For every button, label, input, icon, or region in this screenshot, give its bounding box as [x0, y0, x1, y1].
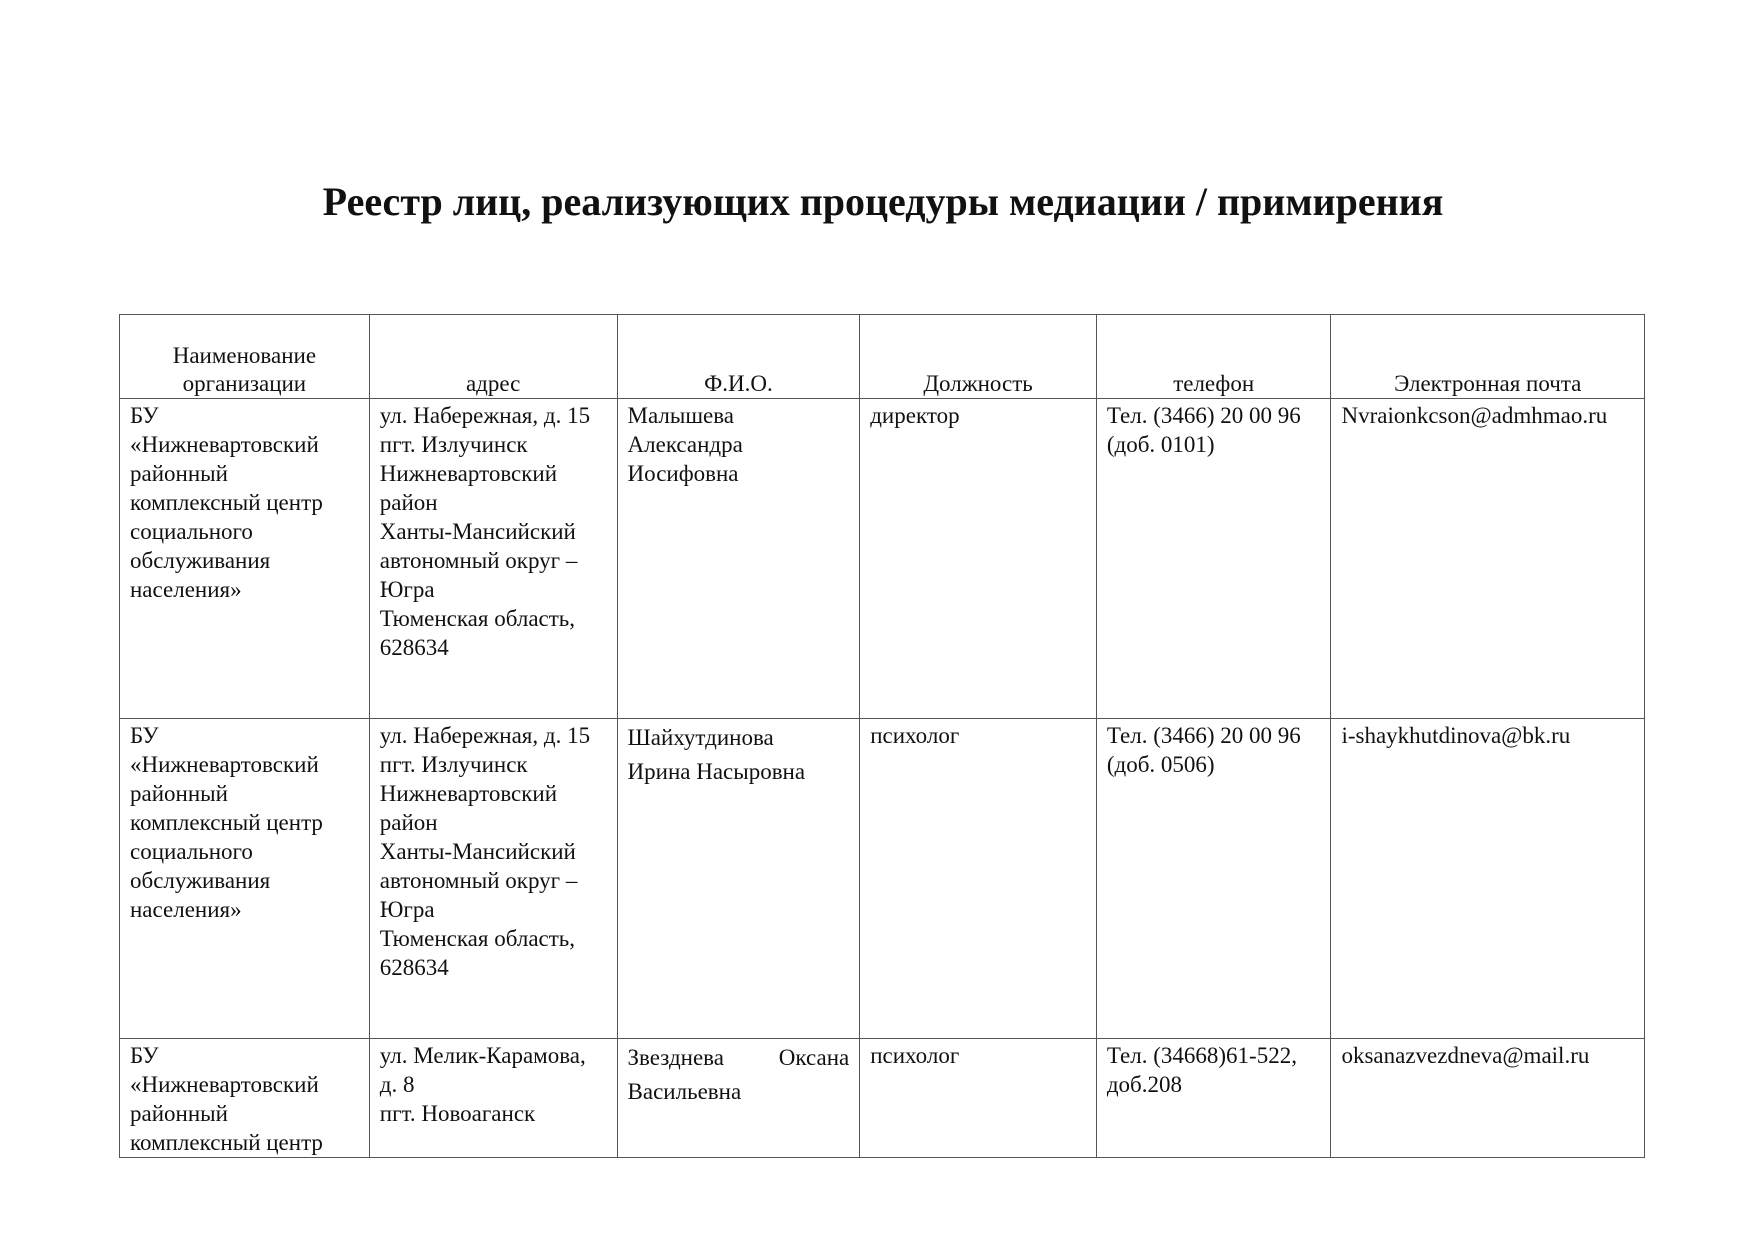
header-phone: телефон	[1096, 315, 1331, 399]
email-cell: i-shaykhutdinova@bk.ru	[1331, 719, 1645, 1039]
phone-cell: Тел. (34668)61-522, доб.208	[1096, 1039, 1331, 1158]
table-header-row	[120, 315, 1645, 399]
position-cell: директор	[860, 399, 1097, 719]
address-cell: ул. Мелик-Карамова, д. 8 пгт. Новоаганск	[369, 1039, 617, 1158]
organization-cell: БУ «Нижневартовский районный комплексный центр социального обслуживания населения»	[120, 719, 370, 1039]
phone-cell: Тел. (3466) 20 00 96 (доб. 0506)	[1096, 719, 1331, 1039]
email-cell: Nvraionkcson@admhmao.ru	[1331, 399, 1645, 719]
header-organization: Наименование организации	[120, 315, 370, 399]
address-cell: ул. Набережная, д. 15 пгт. Излучинск Нижневартовский район Ханты-Мансийский автономный округ – Югра Тюменская область, 628634	[369, 399, 617, 719]
table-row	[120, 399, 1645, 719]
header-position: Должность	[860, 315, 1097, 399]
header-email: Электронная почта	[1331, 315, 1645, 399]
fio-cell: Шайхутдинова Ирина Насыровна	[617, 719, 860, 1039]
fio-line: Звезднева Оксана	[627, 1045, 850, 1070]
page-title: Реестр лиц, реализующих процедуры медиации / примирения	[322, 179, 1444, 224]
header-address: адрес	[369, 315, 617, 399]
fio-line: Васильевна	[627, 1079, 742, 1104]
position-cell: психолог	[860, 719, 1097, 1039]
table-row	[120, 719, 1645, 1039]
position-cell: психолог	[860, 1039, 1097, 1158]
fio-cell	[617, 1039, 860, 1158]
phone-cell: Тел. (3466) 20 00 96 (доб. 0101)	[1096, 399, 1331, 719]
header-fio: Ф.И.О.	[617, 315, 860, 399]
table-row	[120, 1039, 1645, 1158]
organization-cell: БУ «Нижневартовский районный комплексный центр социального обслуживания населения»	[120, 399, 370, 719]
organization-cell: БУ «Нижневартовский районный комплексный центр	[120, 1039, 370, 1158]
registry-table	[119, 314, 1645, 1158]
fio-cell: Малышева Александра Иосифовна	[617, 399, 860, 719]
address-cell: ул. Набережная, д. 15 пгт. Излучинск Нижневартовский район Ханты-Мансийский автономный округ – Югра Тюменская область, 628634	[369, 719, 617, 1039]
email-cell: oksanazvezdneva@mail.ru	[1331, 1039, 1645, 1158]
